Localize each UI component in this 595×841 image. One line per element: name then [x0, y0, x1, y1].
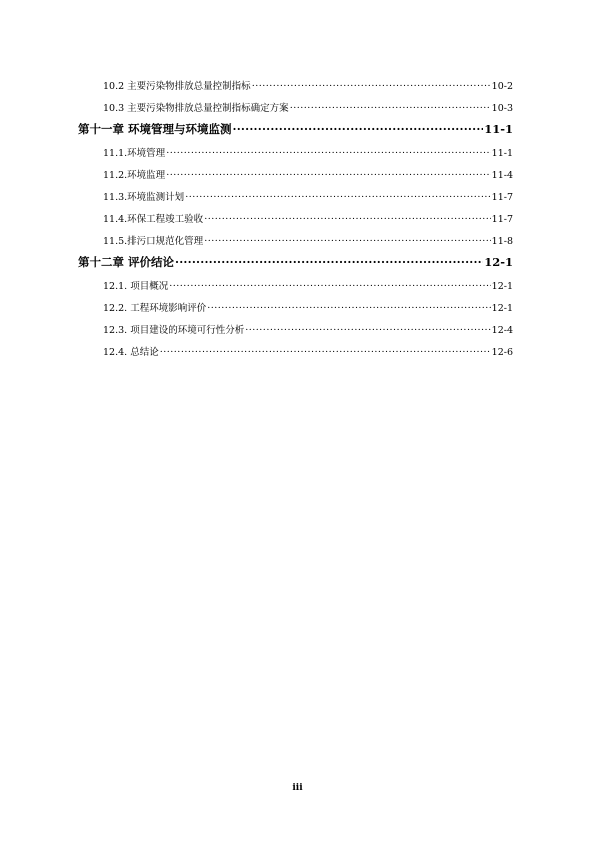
toc-entry-page: 11-4 [491, 170, 513, 181]
toc-entry-page: 11-8 [491, 236, 513, 247]
toc-entry[interactable] [103, 78, 513, 92]
toc-entry-label: 10.3 主要污染物排放总量控制指标确定方案 [103, 103, 289, 114]
toc-entry-page: 10-2 [491, 81, 513, 92]
toc-entry[interactable] [103, 100, 513, 114]
toc-chapter-label: 第十二章 评价结论 [78, 255, 175, 269]
toc-entry[interactable] [103, 322, 513, 336]
toc-entry[interactable] [103, 189, 513, 203]
toc-dot-leader [175, 255, 483, 267]
toc-chapter-label: 第十一章 环境管理与环境监测 [78, 122, 232, 136]
toc-dot-leader [233, 122, 484, 134]
toc-dot-leader [160, 346, 491, 356]
toc-dot-leader [166, 147, 490, 157]
toc-entry[interactable] [103, 145, 513, 159]
toc-entry-page: 11-7 [491, 192, 513, 203]
toc-entry-label: 12.2. 工程环境影响评价 [103, 303, 207, 314]
toc-entry-page: 11-7 [491, 214, 513, 225]
toc-entry-page: 12-1 [491, 281, 513, 292]
toc-entry-label: 11.1.环境管理 [103, 148, 166, 159]
toc-dot-leader [290, 102, 491, 112]
toc-entry[interactable] [103, 167, 513, 181]
toc-entry-page: 12-6 [491, 347, 513, 358]
toc-entry[interactable] [103, 344, 513, 358]
toc-entry-label: 11.3.环境监测计划 [103, 192, 185, 203]
toc-chapter-page: 11-1 [484, 122, 513, 136]
toc-entry[interactable] [103, 211, 513, 225]
toc-dot-leader [204, 213, 490, 223]
toc-entry-page: 12-4 [491, 325, 513, 336]
toc-entry-page: 11-1 [491, 148, 513, 159]
toc-entry[interactable] [103, 300, 513, 314]
toc-entry-label: 10.2 主要污染物排放总量控制指标 [103, 81, 251, 92]
toc-entry-label: 12.1. 项目概况 [103, 281, 169, 292]
toc-entry-label: 11.5.排污口规范化管理 [103, 236, 204, 247]
toc-dot-leader [166, 169, 490, 179]
toc-entry-label: 11.4.环保工程竣工验收 [103, 214, 204, 225]
toc-entry-label: 12.3. 项目建设的环境可行性分析 [103, 325, 245, 336]
toc-dot-leader [169, 280, 490, 290]
toc-dot-leader [185, 191, 490, 201]
toc-dot-leader [207, 302, 490, 312]
toc-dot-leader [252, 80, 491, 90]
toc-entry-label: 12.4. 总结论 [103, 347, 159, 358]
toc-chapter-page: 12-1 [484, 255, 513, 269]
toc-dot-leader [245, 324, 490, 334]
toc-entry[interactable] [103, 278, 513, 292]
toc-entry-page: 10-3 [491, 103, 513, 114]
page-number: iii [292, 783, 303, 793]
toc-entry-label: 11.2.环境监理 [103, 170, 166, 181]
toc-chapter-entry[interactable] [78, 254, 513, 270]
toc-entry-page: 12-1 [491, 303, 513, 314]
toc-chapter-entry[interactable] [78, 121, 513, 137]
toc-entry[interactable] [103, 233, 513, 247]
toc-dot-leader [204, 235, 490, 245]
